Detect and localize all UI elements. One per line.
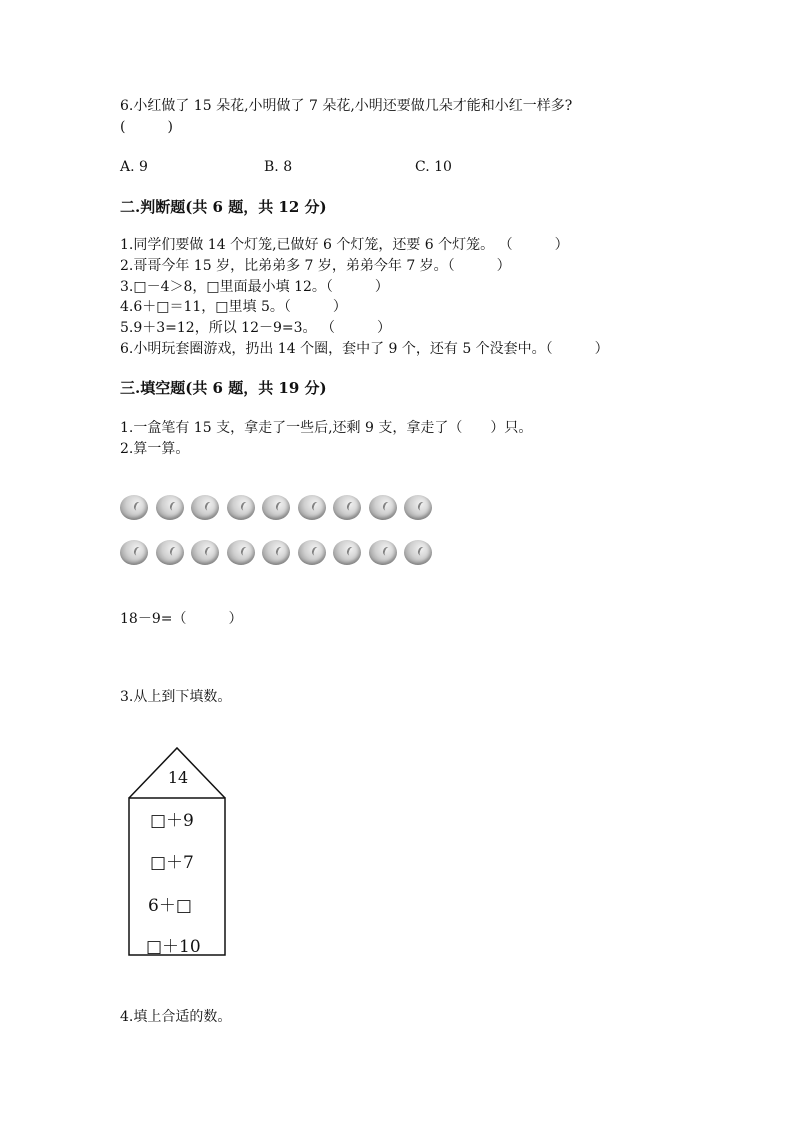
fill-question-2: 2.算一算。 bbox=[120, 441, 190, 457]
ball-icon bbox=[369, 495, 397, 520]
judge-item-2: 2.哥哥今年 15 岁，比弟弟多 7 岁，弟弟今年 7 岁。（ ） bbox=[120, 258, 511, 274]
section-3-heading: 三.填空题(共 6 题，共 19 分) bbox=[120, 379, 327, 397]
house-equation-4: □＋10 bbox=[146, 937, 201, 957]
ball-icon bbox=[298, 495, 326, 520]
judge-item-4: 4.6＋□＝11，□里填 5。（ ） bbox=[120, 299, 347, 315]
section-2-heading: 二.判断题(共 6 题，共 12 分) bbox=[120, 198, 327, 216]
ball-icon bbox=[227, 495, 255, 520]
number-house-figure bbox=[128, 746, 228, 958]
ball-icon bbox=[227, 540, 255, 565]
house-roof-number: 14 bbox=[167, 768, 189, 787]
ball-icon bbox=[369, 540, 397, 565]
ball-icon bbox=[120, 540, 148, 565]
ball-icon bbox=[333, 495, 361, 520]
house-equation-3: 6＋□ bbox=[148, 896, 192, 916]
judge-item-3: 3.□－4＞8，□里面最小填 12。（ ） bbox=[120, 279, 389, 295]
ball-icon bbox=[156, 495, 184, 520]
question-6-answer-bracket: ( ) bbox=[120, 119, 173, 135]
ball-icon bbox=[156, 540, 184, 565]
judge-item-1: 1.同学们要做 14 个灯笼,已做好 6 个灯笼，还要 6 个灯笼。 （ ） bbox=[120, 237, 569, 253]
ball-icon bbox=[191, 495, 219, 520]
option-a: A. 9 bbox=[120, 159, 148, 175]
judge-item-6: 6.小明玩套圈游戏，扔出 14 个圈，套中了 9 个，还有 5 个没套中。（ ） bbox=[120, 341, 609, 357]
ball-icon bbox=[404, 495, 432, 520]
ball-icon bbox=[333, 540, 361, 565]
ball-icon bbox=[262, 495, 290, 520]
fill-question-4: 4.填上合适的数。 bbox=[120, 1009, 232, 1025]
option-c: C. 10 bbox=[415, 159, 452, 175]
house-equation-1: □＋9 bbox=[150, 811, 194, 831]
option-b: B. 8 bbox=[264, 159, 293, 175]
ball-icon bbox=[404, 540, 432, 565]
ball-icon bbox=[191, 540, 219, 565]
fill-question-1: 1.一盒笔有 15 支，拿走了一些后,还剩 9 支，拿走了（ ）只。 bbox=[120, 420, 533, 436]
question-6-text: 6.小红做了 15 朵花,小明做了 7 朵花,小明还要做几朵才能和小红一样多? bbox=[120, 98, 573, 114]
ball-icon bbox=[298, 540, 326, 565]
judge-item-5: 5.9＋3=12，所以 12－9=3。 （ ） bbox=[120, 320, 391, 336]
subtraction-equation: 18－9=（ ） bbox=[120, 611, 243, 627]
fill-question-3: 3.从上到下填数。 bbox=[120, 689, 232, 705]
ball-icon bbox=[120, 495, 148, 520]
ball-icon bbox=[262, 540, 290, 565]
house-equation-2: □＋7 bbox=[150, 853, 194, 873]
